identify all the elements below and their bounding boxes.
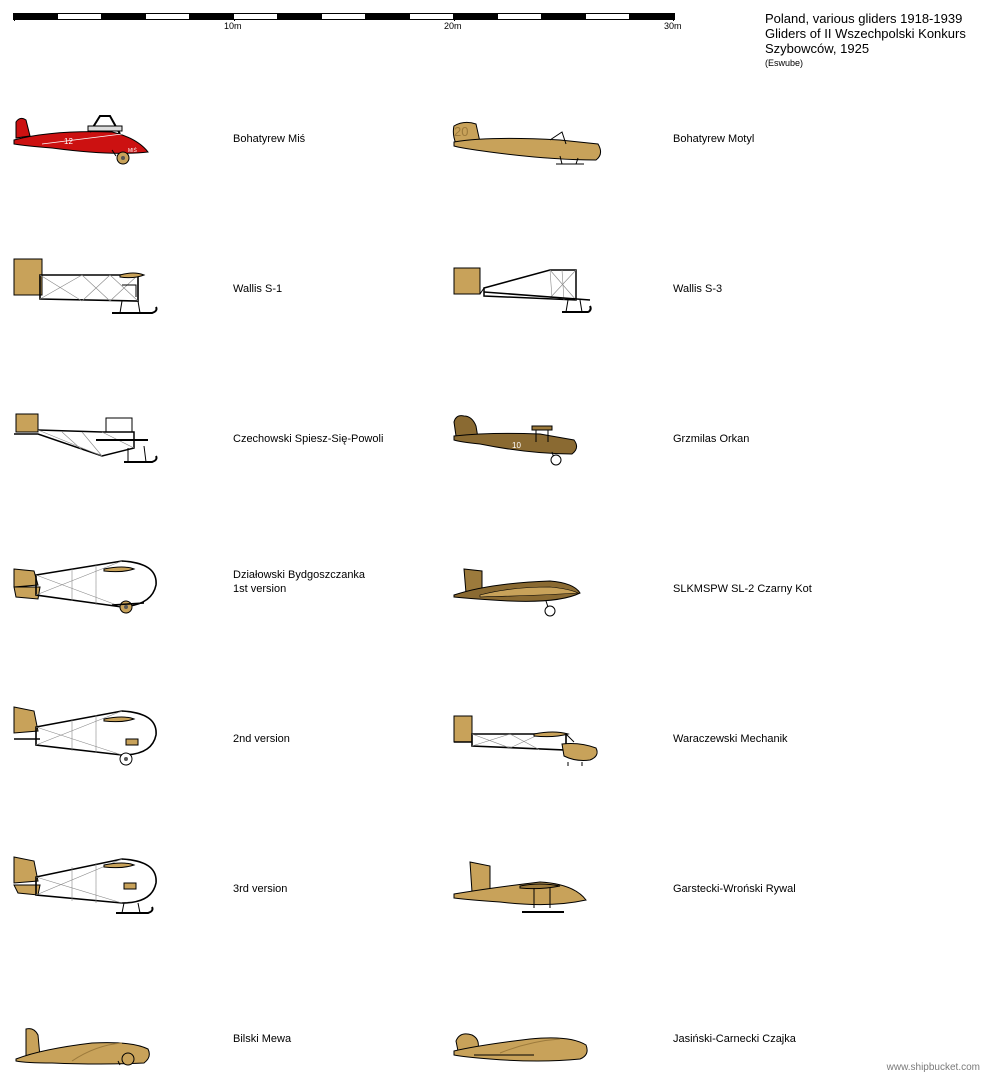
scale-segment <box>58 14 102 19</box>
title-line-2: Gliders of II Wszechpolski Konkurs <box>765 26 966 41</box>
label-motyl: Bohatyrew Motyl <box>673 133 755 145</box>
label-mechanik: Waraczewski Mechanik <box>673 733 788 745</box>
scale-segment <box>102 14 146 19</box>
glider-drawing-rywal <box>450 858 600 918</box>
scale-tick <box>14 19 15 21</box>
label-mewa: Bilski Mewa <box>233 1033 292 1045</box>
scale-segment <box>146 14 190 19</box>
mis-number-marking: 12 <box>64 137 73 146</box>
glider-drawing-mewa <box>12 1025 162 1071</box>
label-czechowski: Czechowski Spiesz-Się-Powoli <box>233 433 384 445</box>
sheet-title <box>765 11 966 70</box>
label-bydgoszczanka <box>233 568 365 596</box>
glider-drawing-bydgoszczanka-v3 <box>12 855 162 917</box>
scale-segment <box>366 14 410 19</box>
label-bydgoszczanka-v1: 1st version <box>233 583 287 595</box>
glider-drawing-czajka <box>450 1025 600 1071</box>
glider-drawing-bydgoszczanka-v2 <box>12 705 162 767</box>
scale-segment <box>498 14 542 19</box>
glider-drawing-orkan <box>450 412 590 468</box>
scale-segment <box>278 14 322 19</box>
title-line-3: Szybowców, 1925 <box>765 41 870 56</box>
glider-drawing-bydgoszczanka-v1 <box>12 555 162 617</box>
glider-drawing-czechowski <box>12 410 162 470</box>
glider-drawing-czarny-kot <box>450 565 590 619</box>
orkan-number-marking: 10 <box>512 441 521 450</box>
glider-drawing-wallis-s3 <box>450 262 600 320</box>
scale-label-30m: 30m <box>664 21 682 31</box>
scale-bar <box>14 14 674 19</box>
glider-drawing-mis <box>12 110 152 170</box>
scale-label-10m: 10m <box>224 21 242 31</box>
glider-drawing-motyl <box>450 118 610 170</box>
title-line-1: Poland, various gliders 1918-1939 <box>765 11 963 26</box>
motyl-number-marking: 20 <box>454 124 469 139</box>
glider-drawing-wallis-s1 <box>12 255 162 319</box>
label-bydgoszczanka-name: Działowski Bydgoszczanka <box>233 569 366 581</box>
label-czarny-kot: SLKMSPW SL-2 Czarny Kot <box>673 583 812 595</box>
scale-segment <box>586 14 630 19</box>
scale-segment <box>410 14 454 19</box>
label-rywal: Garstecki-Wroński Rywal <box>673 883 796 895</box>
scale-segment <box>190 14 234 19</box>
glider-drawing-mechanik <box>450 712 610 768</box>
label-bydgoszczanka-v2: 2nd version <box>233 733 290 745</box>
footer-credit: www.shipbucket.com <box>886 1062 980 1073</box>
scale-segment <box>322 14 366 19</box>
label-bydgoszczanka-v3: 3rd version <box>233 883 288 895</box>
author-credit: (Eswube) <box>765 58 804 68</box>
scale-segment <box>630 14 674 19</box>
label-wallis-s1: Wallis S-1 <box>233 283 283 295</box>
label-orkan: Grzmilas Orkan <box>673 433 750 445</box>
mis-name-marking: MIŚ <box>128 148 137 154</box>
scale-segment <box>542 14 586 19</box>
scale-label-20m: 20m <box>444 21 462 31</box>
label-czajka: Jasiński-Carnecki Czajka <box>673 1033 796 1045</box>
scale-segment <box>14 14 58 19</box>
label-mis: Bohatyrew Miś <box>233 133 306 145</box>
label-wallis-s3: Wallis S-3 <box>673 283 723 295</box>
scale-segment <box>454 14 498 19</box>
scale-segment <box>234 14 278 19</box>
